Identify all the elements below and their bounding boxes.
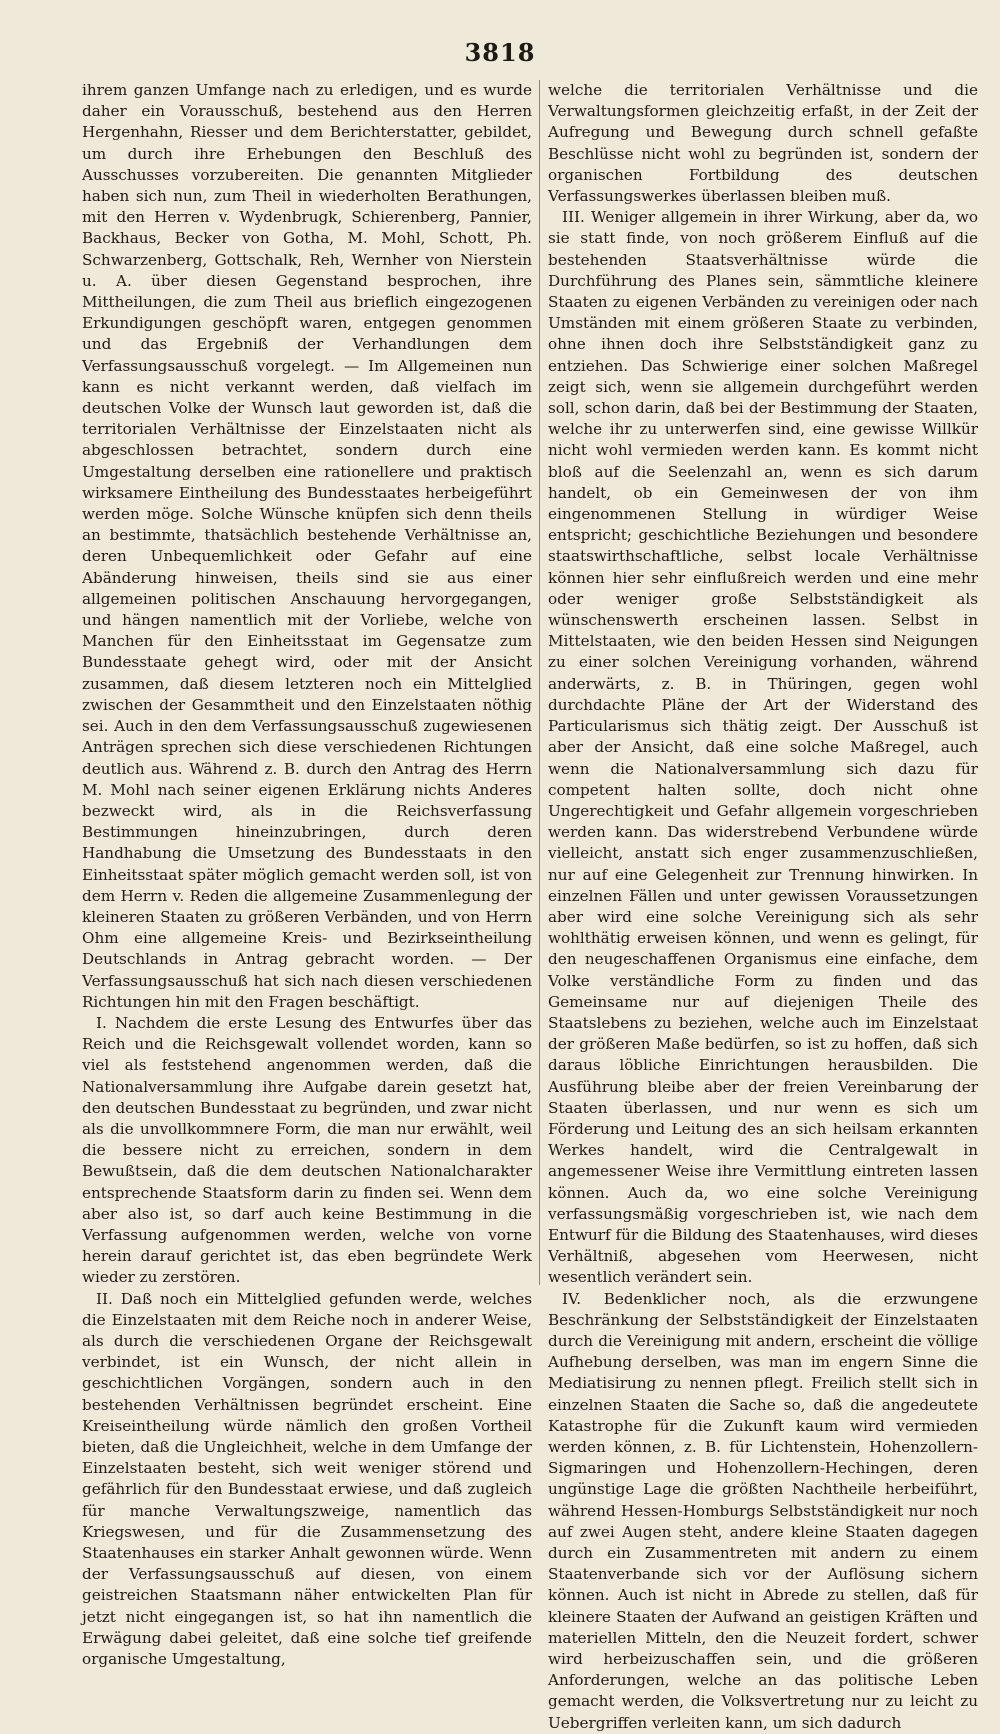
paragraph: IV. Bedenklicher noch, als die erzwungene Beschränkung der Selbstständigkeit der Einzelstaaten durch die Vereinigung mit andern, erscheint die völlige Aufhebung derselben, was man im engern Sinne die Mediatisirung zu nennen pflegt. Freilich stellt sich in einzelnen Staaten die Sache so, daß die angedeutete Katastrophe für die Zukunft kaum wird vermieden werden können, z. B. für Lichtenstein, Hohenzollern-Sigmaringen und Hohenzollern-Hechingen, deren ungünstige Lage die größten Nachtheile herbeiführt, während Hessen-Homburgs Selbstständigkeit nur noch auf zwei Augen steht, andere kleine Staaten dagegen durch ein Zusammentreten mit andern zu einem Staatenverbande sich vor der Auflösung sichern können. Auch ist nicht in Abrede zu stellen, daß für kleinere Staaten der Aufwand an geistigen Kräften und materiellen Mitteln, den die Neuzeit fordert, schwer wird herbeizuschaffen sein, und die größeren Anforderungen, welche an das politische Leben gemacht werden, die Volksvertretung nur zu leicht zu Uebergriffen verleiten kann, um sich dadurch	[548, 1289, 978, 1732]
paragraph: I. Nachdem die erste Lesung des Entwurfes über das Reich und die Reichsgewalt vollendet worden, kann so viel als feststehend angenommen werden, daß die Nationalversammlung ihre Aufgabe darein gesetzt hat, den deutschen Bundesstaat zu begründen, und zwar nicht als die unvollkommnere Form, die man nur erwählt, weil die bessere nicht zu erreichen, sondern in dem Bewußtsein, daß die dem deutschen Nationalcharakter entsprechende Staatsform darin zu finden sei. Wenn dem aber also ist, so darf auch keine Bestimmung in die Verfassung aufgenommen werden, welche von vorne herein darauf gerichtet ist, das eben begründete Werk wieder zu zerstören.	[82, 1013, 532, 1287]
right-column	[548, 80, 978, 1734]
left-column	[82, 80, 532, 1670]
page-number: 3818	[464, 38, 536, 67]
column-divider	[539, 80, 540, 1285]
paragraph: welche die territorialen Verhältnisse und die Verwaltungsformen gleichzeitig erfaßt, in der Zeit der Aufregung und Bewegung durch schnell gefaßte Beschlüsse nicht wohl zu begründen ist, sondern der organischen Fortbildung des deutschen Verfassungswerkes überlassen bleiben muß.	[548, 81, 978, 206]
paragraph: ihrem ganzen Umfange nach zu erledigen, und es wurde daher ein Vorausschuß, bestehend aus den Herren Hergenhahn, Riesser und dem Berichterstatter, gebildet, um durch ihre Erhebungen den Beschluß des Ausschusses vorzubereiten. Die genannten Mitglieder haben sich nun, zum Theil in wiederholten Berathungen, mit den Herren v. Wydenbrugk, Schierenberg, Pannier, Backhaus, Becker von Gotha, M. Mohl, Schott, Ph. Schwarzenberg, Gottschalk, Reh, Wernher von Nierstein u. A. über diesen Gegenstand besprochen, ihre Mittheilungen, die zum Theil aus brieflich eingezogenen Erkundigungen geschöpft waren, entgegen genommen und das Ergebniß der Verhandlungen dem Verfassungsausschuß vorgelegt. — Im Allgemeinen nun kann es nicht verkannt werden, daß vielfach im deutschen Volke der Wunsch laut geworden ist, daß die territorialen Verhältnisse der Einzelstaaten nicht als abgeschlossen betrachtet, sondern durch eine Umgestaltung derselben eine rationellere und praktisch wirksamere Eintheilung des Bundesstaates herbeigeführt werden möge. Solche Wünsche knüpfen sich denn theils an bestimmte, thatsächlich bestehende Verhältnisse an, deren Unbequemlichkeit oder Gefahr auf eine Abänderung hinweisen, theils sind sie aus einer allgemeinen politischen Anschauung hervorgegangen, und hängen namentlich mit der Vorliebe, welche von Manchen für den Einheitsstaat im Gegensatze zum Bundesstaate gehegt wird, oder mit der Ansicht zusammen, daß diesem letzteren noch ein Mittelglied zwischen der Gesammtheit und den Einzelstaaten nöthig sei. Auch in den dem Verfassungsausschuß zugewiesenen Anträgen sprechen sich diese verschiedenen Richtungen deutlich aus. Während z. B. durch den Antrag des Herrn M. Mohl nach seiner eigenen Erklärung nichts Anderes bezweckt wird, als in die Reichsverfassung Bestimmungen hineinzubringen, durch deren Handhabung die Umsetzung des Bundesstaats in den Einheitsstaat später möglich gemacht werden soll, ist von dem Herrn v. Reden die allgemeine Zusammenlegung der kleineren Staaten zu größeren Verbänden, und von Herrn Ohm eine allgemeine Kreis- und Bezirkseintheilung Deutschlands in Antrag gebracht worden. — Der Verfassungsausschuß hat sich nach diesen verschiedenen Richtungen hin mit den Fragen beschäftigt.	[82, 81, 532, 1011]
paragraph: II. Daß noch ein Mittelglied gefunden werde, welches die Einzelstaaten mit dem Reiche noch in anderer Weise, als durch die verschiedenen Organe der Reichsgewalt verbindet, ist ein Wunsch, der nicht allein in geschichtlichen Vorgängen, sondern auch in den bestehenden Verhältnissen begründet erscheint. Eine Kreiseintheilung würde nämlich den großen Vortheil bieten, daß die Ungleichheit, welche in dem Umfange der Einzelstaaten besteht, sich weit weniger störend und gefährlich für den Bundesstaat erwiese, und daß zugleich für manche Verwaltungszweige, namentlich das Kriegswesen, und für die Zusammensetzung des Staatenhauses ein starker Anhalt gewonnen würde. Wenn der Verfassungsausschuß auf diesen, von einem geistreichen Staatsmann näher entwickelten Plan für jetzt nicht eingegangen ist, so hat ihn namentlich die Erwägung dabei geleitet, daß eine solche tief greifende organische Umgestaltung,	[82, 1289, 532, 1669]
paragraph: III. Weniger allgemein in ihrer Wirkung, aber da, wo sie statt finde, von noch größerem Einfluß auf die bestehenden Staatsverhältnisse würde die Durchführung des Planes sein, sämmtliche kleinere Staaten zu eigenen Verbänden zu vereinigen oder nach Umständen mit einem größeren Staate zu verbinden, ohne ihnen doch ihre Selbstständigkeit ganz zu entziehen. Das Schwierige einer solchen Maßregel zeigt sich, wenn sie allgemein durchgeführt werden soll, schon darin, daß bei der Bestimmung der Staaten, welche ihr zu unterwerfen sind, eine gewisse Willkür nicht wohl vermieden werden kann. Es kommt nicht bloß auf die Seelenzahl an, wenn es sich darum handelt, ob ein Gemeinwesen der von ihm eingenommenen Stellung in würdiger Weise entspricht; geschichtliche Beziehungen und besondere staatswirthschaftliche, selbst locale Verhältnisse können hier sehr einflußreich werden und eine mehr oder weniger große Selbstständigkeit als wünschenswerth erscheinen lassen. Selbst in Mittelstaaten, wie den beiden Hessen sind Neigungen zu einer solchen Vereinigung vorhanden, während anderwärts, z. B. in Thüringen, gegen wohl durchdachte Pläne der Art der Widerstand des Particularismus sich thätig zeigt. Der Ausschuß ist aber der Ansicht, daß eine solche Maßregel, auch wenn die Nationalversammlung sich dazu für competent halten sollte, doch nicht ohne Ungerechtigkeit und Gefahr allgemein vorgeschrieben werden kann. Das widerstrebend Verbundene würde vielleicht, anstatt sich enger zusammenzuschließen, nur auf eine Gelegenheit zur Trennung hinwirken. In einzelnen Fällen und unter gewissen Voraussetzungen aber wird eine solche Vereinigung sich als sehr wohlthätig erweisen können, und wenn es gelingt, für den neugeschaffenen Organismus eine einfache, dem Volke verständliche Form zu finden und das Gemeinsame nur auf diejenigen Theile des Staatslebens zu beziehen, welche auch im Einzelstaat der größeren Maße bedürfen, so ist zu hoffen, daß sich daraus löbliche Einrichtungen herausbilden. Die Ausführung bleibe aber der freien Vereinbarung der Staaten überlassen, und nur wenn es sich um Förderung und Leitung des an sich heilsam erkannten Werkes handelt, wird die Centralgewalt in angemessener Weise ihre Vermittlung eintreten lassen können. Auch da, wo eine solche Vereinigung verfassungsmäßig vorgeschrieben ist, wie nach dem Entwurf für die Bildung des Staatenhauses, wird dieses Verhältniß, abgesehen vom Heerwesen, nicht wesentlich verändert sein.	[548, 208, 978, 1287]
